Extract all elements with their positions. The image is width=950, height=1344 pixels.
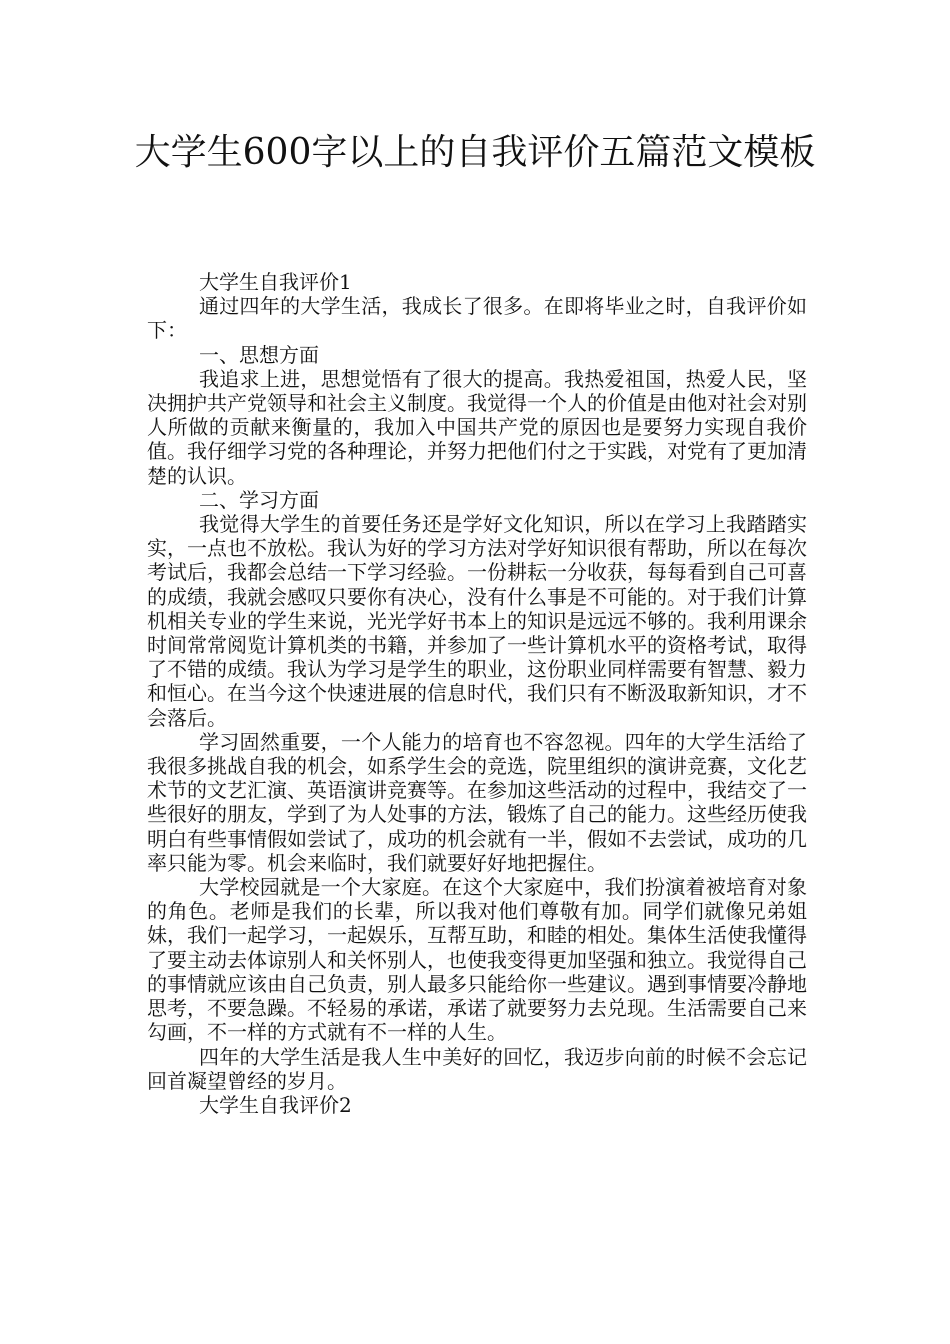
body-paragraph: 学习固然重要，一个人能力的培育也不容忽视。四年的大学生活给了我很多挑战自我的机会，如系学生会的竞选，院里组织的演讲竞赛，文化艺术节的文艺汇演、英语演讲竞赛等。在参加这些活动的过程中，我结交了一些很好的朋友，学到了为人处事的方法，锻炼了自己的能力。这些经历使我明白有些事情假如尝试了，成功的机会就有一半，假如不去尝试，成功的几率只能为零。机会来临时，我们就要好好地把握住。 [147,729,807,875]
section-heading: 大学生自我评价1 [199,270,352,294]
document-title: 大学生600字以上的自我评价五篇范文模板 [134,132,816,173]
body-paragraph: 我觉得大学生的首要任务还是学好文化知识，所以在学习上我踏踏实实，一点也不放松。我认为好的学习方法对学好知识很有帮助，所以在每次考试后，我都会总结一下学习经验。一份耕耘一分收获，每每看到自己可喜的成绩，我就会感叹只要你有决心，没有什么事是不可能的。对于我们计算机相关专业的学生来说，光光学好书本上的知识是远远不够的。我利用课余时间常常阅览计算机类的书籍，并参加了一些计算机水平的资格考试，取得了不错的成绩。我认为学习是学生的职业，这份职业同样需要有智慧、毅力和恒心。在当今这个快速进展的信息时代，我们只有不断汲取新知识，才不会落后。 [147,512,807,730]
body-paragraph: 四年的大学生活是我人生中美好的回忆，我迈步向前的时候不会忘记回首凝望曾经的岁月。 [147,1044,807,1093]
section-heading: 一、思想方面 [199,342,319,367]
section-heading: 大学生自我评价2 [199,1092,352,1117]
body-paragraph: 通过四年的大学生活，我成长了很多。在即将毕业之时，自我评价如下： [147,294,807,343]
document-body [147,270,807,1117]
body-paragraph: 我追求上进，思想觉悟有了很大的提高。我热爱祖国，热爱人民，坚决拥护共产党领导和社会主义制度。我觉得一个人的价值是由他对社会对别人所做的贡献来衡量的，我加入中国共产党的原因也是要努力实现自我价值。我仔细学习党的各种理论，并努力把他们付之于实践，对党有了更加清楚的认识。 [147,366,807,488]
body-paragraph: 大学校园就是一个大家庭。在这个大家庭中，我们扮演着被培育对象的角色。老师是我们的长辈，所以我对他们尊敬有加。同学们就像兄弟姐妹，我们一起学习，一起娱乐，互帮互助，和睦的相处。集体生活使我懂得了要主动去体谅别人和关怀别人，也使我变得更加坚强和独立。我觉得自己的事情就应该由自己负责，别人最多只能给你一些建议。遇到事情要冷静地思考，不要急躁。不轻易的承诺，承诺了就要努力去兑现。生活需要自己来勾画，不一样的方式就有不一样的人生。 [147,875,807,1045]
section-heading: 二、学习方面 [199,487,319,512]
